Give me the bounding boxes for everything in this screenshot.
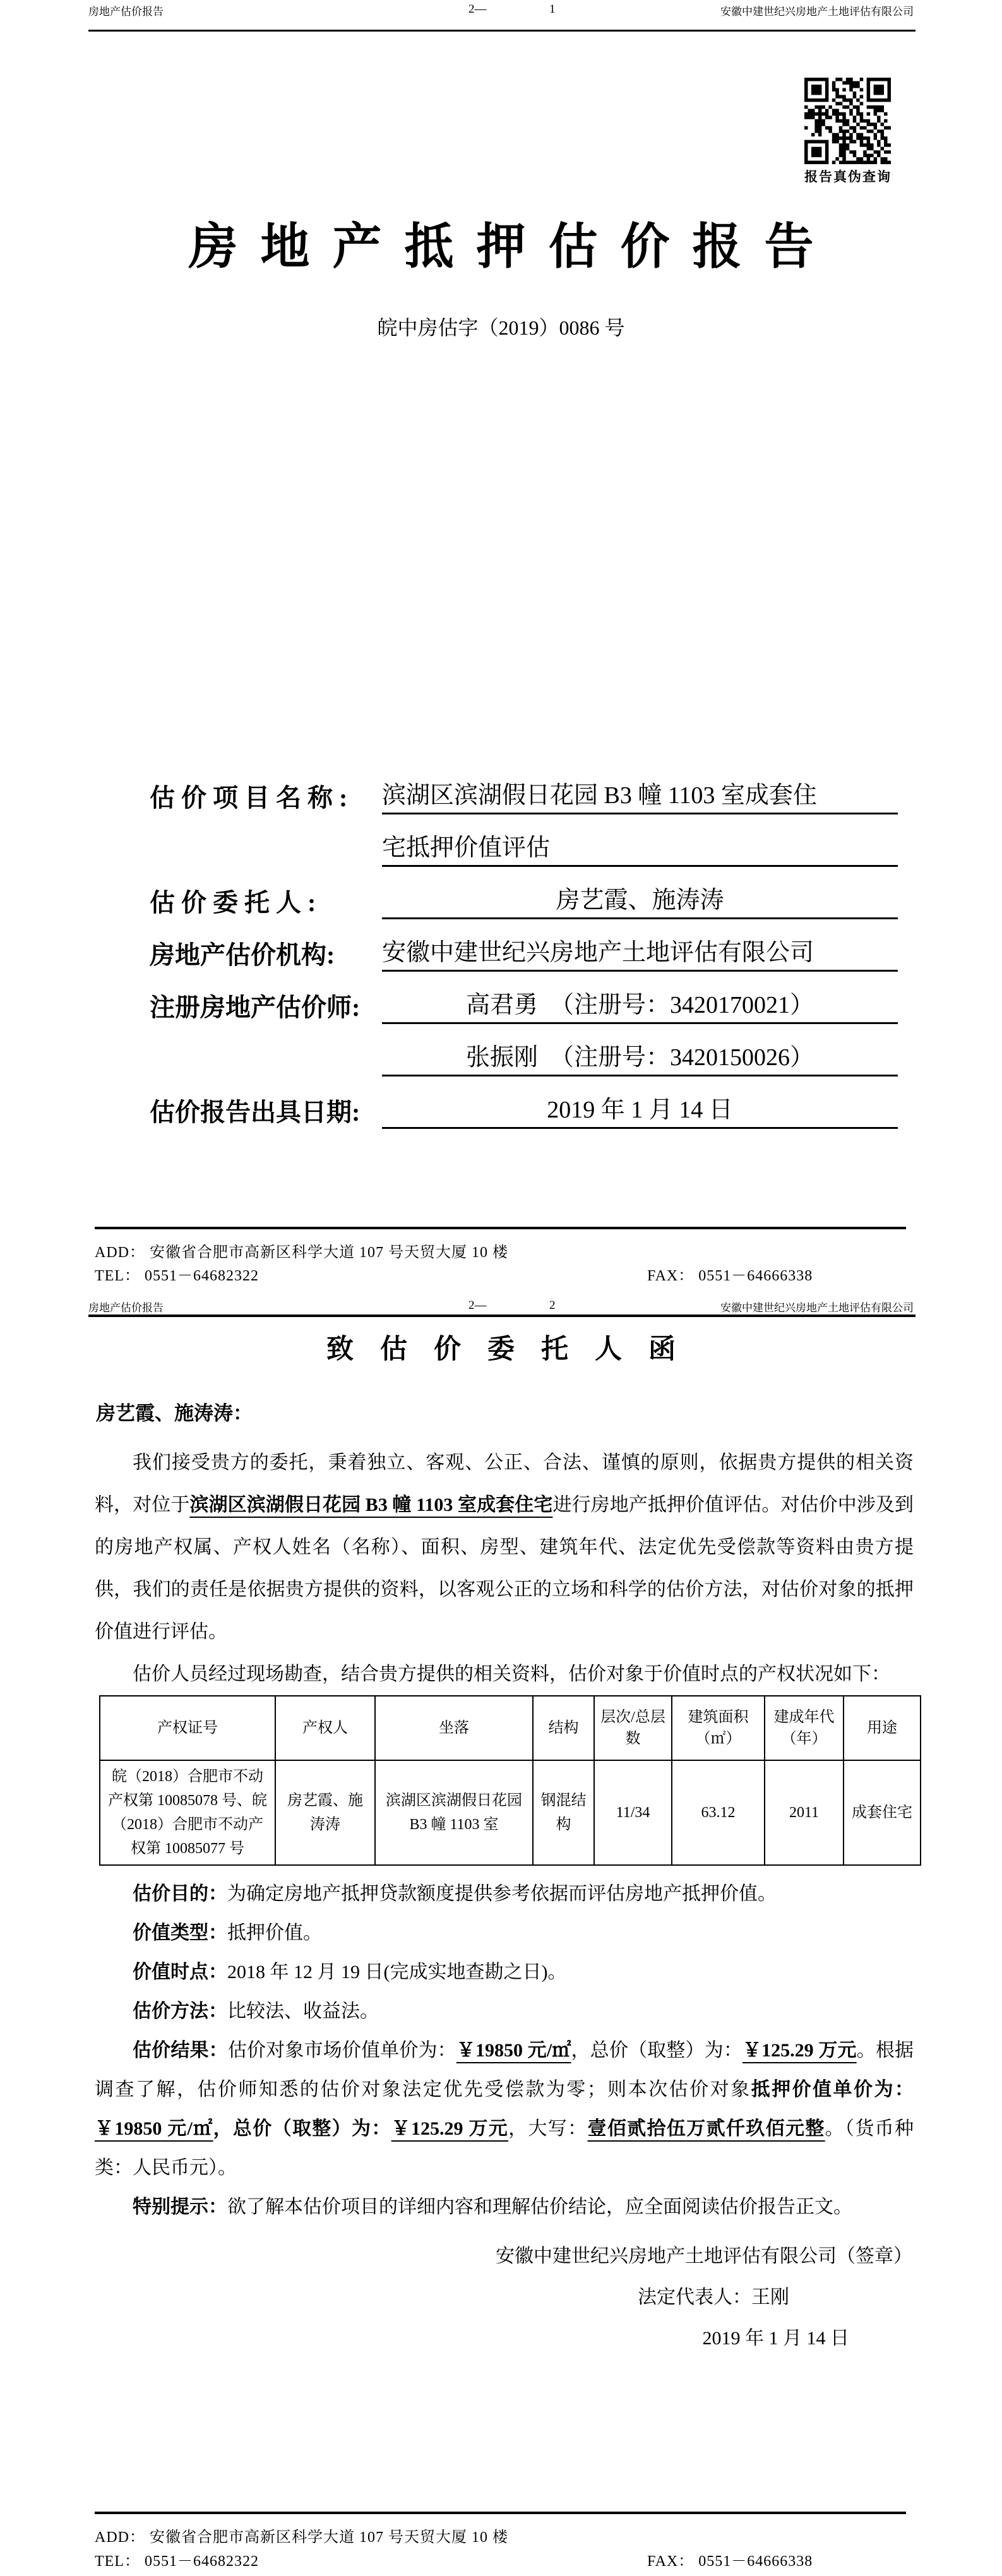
header-part-number: 2—	[468, 1299, 487, 1312]
issue-date-label: 估价报告出具日期:	[150, 1098, 361, 1126]
footer-tel: TEL： 0551－64682322	[95, 2553, 259, 2570]
cell-floor: 11/34	[594, 1760, 672, 1865]
mortgage-total-price-value: ￥125.29 万元	[391, 2118, 509, 2139]
col-area: 建筑面积（㎡）	[672, 1696, 765, 1760]
qr-block	[804, 78, 891, 167]
footer-tel: TEL： 0551－64682322	[95, 1268, 259, 1284]
table-row	[100, 1760, 921, 1865]
header-doc-title: 房地产估价报告	[88, 6, 164, 18]
item-method	[95, 1992, 914, 2031]
page1-footer-address	[95, 1239, 907, 1261]
signature-date: 2019 年 1 月 14 日	[702, 2328, 849, 2349]
client-value: 房艺霞、施涛涛	[382, 885, 898, 919]
col-year-built: 建成年代（年）	[765, 1696, 844, 1760]
paragraph-text: 进行房地产抵押价值评估。对估价中涉及到的房地产权属、产权人姓名（名称）、面积、房型、建筑年代、法定优先受偿款等资料由贵方提供，我们的责任是依据贵方提供的资料，以客观公正的立场和科学的估价方法，对估价对象的抵押价值进行评估。	[95, 1494, 914, 1642]
header-divider	[88, 1315, 916, 1317]
result-label: 估价结果：	[133, 2040, 228, 2061]
form-row-agency	[150, 939, 898, 972]
form-row-appraiser2	[150, 1044, 898, 1076]
result-text: 。根据调查了解，估价师知悉的估价对象法定优先受偿款为零；则本次估价对象	[95, 2040, 914, 2100]
issue-date-value: 2019 年 1 月 14 日	[382, 1094, 898, 1129]
cell-certificate-no: 皖（2018）合肥市不动产权第 10085078 号、皖（2018）合肥市不动产权第 10085077 号	[100, 1760, 275, 1865]
form-row-appraiser1	[150, 991, 898, 1024]
project-name-label: 估 价 项 目 名 称 :	[150, 784, 348, 812]
footer-fax: FAX： 0551－64666338	[647, 1268, 813, 1284]
item-value-type	[95, 1914, 914, 1953]
agency-label: 房地产估价机构:	[150, 941, 335, 969]
page2-footer-contact	[95, 2548, 907, 2570]
form-row-project-cont	[150, 834, 898, 867]
col-floor: 层次/总层数	[594, 1696, 672, 1760]
cell-usage: 成套住宅	[844, 1760, 921, 1865]
appraiser-label: 注册房地产估价师:	[150, 993, 361, 1022]
col-owner: 产权人	[275, 1696, 375, 1760]
col-usage: 用途	[844, 1696, 921, 1760]
mortgage-unit-price-value: ￥19850 元/㎡	[95, 2118, 213, 2139]
signature-company: 安徽中建世纪兴房地产土地评估有限公司（签章）	[496, 2246, 912, 2267]
page1-footer-contact	[95, 1263, 907, 1285]
cell-structure: 钢混结构	[533, 1760, 594, 1865]
result-text: 估价对象市场价值单价为：	[227, 2040, 456, 2061]
footer-fax: FAX： 0551－64666338	[647, 2553, 813, 2570]
result-text: 。（货币种类：人民币元）。	[95, 2118, 914, 2178]
client-label: 估 价 委 托 人 :	[150, 888, 316, 917]
qr-caption: 报告真伪查询	[804, 169, 892, 184]
appraisal-items	[95, 1875, 914, 2359]
item-label: 估价方法：	[133, 2001, 227, 2022]
paragraph-text: 我们接受贵方的委托，秉着独立、客观、公正、合法、谨慎的原则，依据贵方提供的相关资料，对位于	[95, 1452, 914, 1515]
paragraph-result	[95, 2031, 914, 2188]
report-number: 皖中房估字（2019）0086 号	[377, 316, 625, 339]
form-row-issue-date	[150, 1096, 898, 1129]
subject-property: 滨湖区滨湖假日花园 B3 幢 1103 室成套住宅	[189, 1494, 553, 1515]
item-text: 为确定房地产抵押贷款额度提供参考依据而评估房地产抵押价值。	[227, 1883, 777, 1904]
cell-area: 63.12	[672, 1760, 765, 1865]
header-divider	[88, 30, 916, 32]
appraiser1-value: 高君勇 （注册号：3420170021）	[382, 989, 898, 1024]
cell-year-built: 2011	[765, 1760, 844, 1865]
header-page-number: 2	[549, 1299, 556, 1312]
result-text: ，大写：	[508, 2118, 588, 2139]
unit-price-value: ￥19850 元/㎡	[456, 2040, 571, 2061]
project-name-value-line2: 宅抵押价值评估	[382, 832, 898, 867]
header-company-name: 安徽中建世纪兴房地产土地评估有限公司	[720, 6, 914, 18]
letter-salutation: 房艺霞、施涛涛：	[96, 1402, 253, 1424]
item-purpose	[95, 1875, 914, 1914]
item-label: 估价目的：	[133, 1883, 227, 1904]
col-location: 坐落	[375, 1696, 533, 1760]
result-text: 抵押价值单价为：	[751, 2079, 914, 2100]
property-rights-table	[99, 1695, 921, 1866]
item-label: 价值时点：	[133, 1962, 227, 1983]
special-note-text: 欲了解本估价项目的详细内容和理解估价结论，应全面阅读估价报告正文。	[227, 2197, 852, 2217]
col-structure: 结构	[533, 1696, 594, 1760]
col-certificate-no: 产权证号	[100, 1696, 275, 1760]
table-header-row	[100, 1696, 921, 1760]
page2-footer-address	[95, 2524, 907, 2546]
qr-code	[804, 78, 891, 164]
header-doc-title: 房地产估价报告	[88, 1302, 164, 1314]
paragraph-commission	[95, 1441, 914, 1653]
form-row-client	[150, 886, 898, 919]
footer-divider	[95, 2512, 906, 2514]
header-company-name: 安徽中建世纪兴房地产土地评估有限公司	[720, 1302, 914, 1314]
appraiser2-value: 张振刚 （注册号：3420150026）	[382, 1042, 898, 1076]
footer-add: ADD： 安徽省合肥市高新区科学大道 107 号天贸大厦 10 楼	[95, 1244, 508, 1261]
signature-block	[95, 2236, 914, 2359]
paragraph-survey: 估价人员经过现场勘查，结合贵方提供的相关资料，估价对象于价值时点的产权状况如下：	[133, 1664, 890, 1685]
cell-location: 滨湖区滨湖假日花园 B3 幢 1103 室	[375, 1760, 533, 1865]
special-note-label: 特别提示：	[133, 2197, 227, 2217]
header-part-number: 2—	[468, 3, 487, 16]
cell-owner: 房艺霞、施涛涛	[275, 1760, 375, 1865]
form-row-project	[150, 782, 898, 814]
letter-title: 致估价委托人函	[326, 1335, 702, 1364]
item-value-date	[95, 1953, 914, 1992]
item-label: 价值类型：	[133, 1923, 227, 1943]
project-name-value-line1: 滨湖区滨湖假日花园 B3 幢 1103 室成套住	[382, 780, 898, 814]
footer-add: ADD： 安徽省合肥市高新区科学大道 107 号天贸大厦 10 楼	[95, 2529, 508, 2546]
total-price-value: ￥125.29 万元	[743, 2040, 857, 2061]
item-text: 比较法、收益法。	[227, 2001, 379, 2022]
letter-body	[95, 1441, 914, 2359]
item-text: 2018 年 12 月 19 日(完成实地查勘之日)。	[227, 1962, 567, 1983]
paragraph-special-note	[95, 2188, 914, 2227]
cover-form	[150, 782, 898, 1148]
result-text: ，总价（取整）为：	[571, 2040, 743, 2061]
item-text: 抵押价值。	[227, 1923, 322, 1943]
header-page-number: 1	[549, 3, 556, 16]
footer-divider	[95, 1227, 906, 1229]
agency-value: 安徽中建世纪兴房地产土地评估有限公司	[382, 937, 898, 972]
report-title: 房地产抵押估价报告	[188, 219, 837, 274]
result-text: ，总价（取整）为：	[213, 2118, 391, 2139]
amount-in-words: 壹佰贰拾伍万贰仟玖佰元整	[587, 2118, 825, 2139]
signature-legal-representative: 法定代表人：王刚	[638, 2287, 789, 2308]
